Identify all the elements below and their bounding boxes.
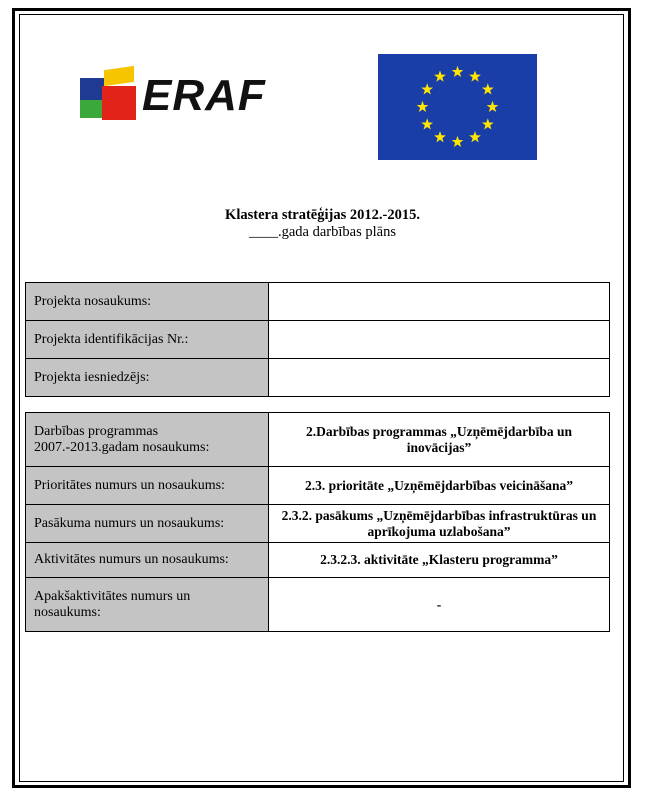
table-row (26, 467, 610, 505)
project-info-table (25, 282, 610, 397)
project-name-field[interactable] (269, 283, 610, 321)
table-row (26, 578, 610, 632)
priority-label: Prioritātes numurs un nosaukums: (26, 467, 269, 505)
page-title: Klastera stratēģijas 2012.-2015. (225, 207, 420, 223)
eraf-logo-yellow-square (104, 66, 134, 86)
eraf-logo-red-square (102, 86, 136, 120)
project-submitter-field[interactable] (269, 359, 610, 397)
operational-program-label: Darbības programmas 2007.-2013.gadam nosaukums: (26, 413, 269, 467)
table-row (26, 359, 610, 397)
measure-label: Pasākuma numurs un nosaukums: (26, 505, 269, 543)
project-id-field[interactable] (269, 321, 610, 359)
project-id-label: Projekta identifikācijas Nr.: (26, 321, 269, 359)
eraf-logo-blue-square (80, 78, 104, 102)
page-subtitle: ____.gada darbības plāns (249, 224, 396, 240)
activity-label: Aktivitātes numurs un nosaukums: (26, 543, 269, 578)
eraf-logo-text: ERAF (142, 71, 266, 120)
table-row (26, 321, 610, 359)
program-info-table (25, 412, 610, 632)
priority-value: 2.3. prioritāte „Uzņēmējdarbības veicināšana” (269, 467, 610, 505)
project-name-label: Projekta nosaukums: (26, 283, 269, 321)
table-row (26, 505, 610, 543)
table-row (26, 283, 610, 321)
eu-flag-icon (378, 54, 537, 160)
measure-value: 2.3.2. pasākums „Uzņēmējdarbības infrastruktūras un aprīkojuma uzlabošana” (269, 505, 610, 543)
table-row (26, 413, 610, 467)
activity-value: 2.3.2.3. aktivitāte „Klasteru programma” (269, 543, 610, 578)
operational-program-value: 2.Darbības programmas „Uzņēmējdarbība un inovācijas” (269, 413, 610, 467)
eraf-logo-green-square (80, 100, 102, 118)
eraf-logo (80, 68, 270, 124)
sub-activity-label: Apakšaktivitātes numurs un nosaukums: (26, 578, 269, 632)
project-submitter-label: Projekta iesniedzējs: (26, 359, 269, 397)
sub-activity-value: - (269, 578, 610, 632)
table-row (26, 543, 610, 578)
